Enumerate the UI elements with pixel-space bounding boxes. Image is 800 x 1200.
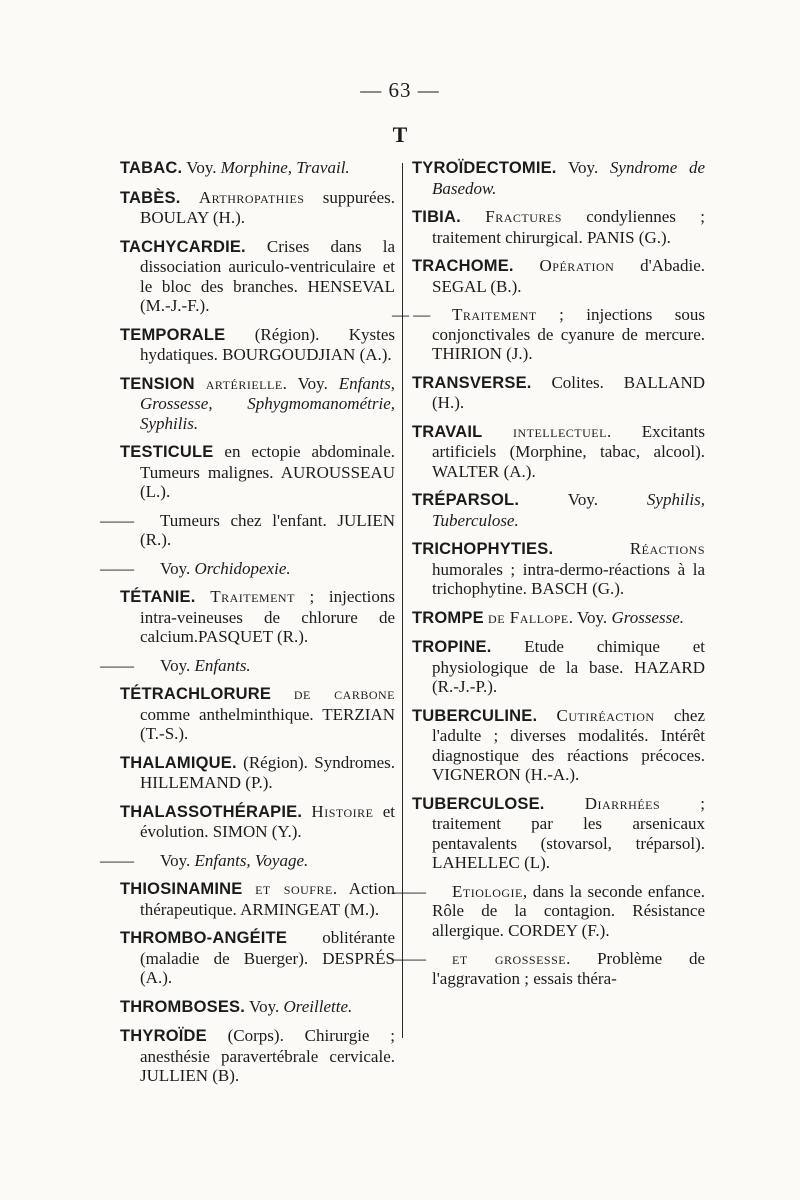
- index-entry: [412, 794, 705, 873]
- entry-text: ; injections sous conjonctivales de cyanure de mercure. THIRION (J.).: [432, 305, 705, 363]
- entry-headword: THALASSOTHÉRAPIE.: [120, 802, 303, 821]
- index-entry: [392, 949, 706, 988]
- column-divider: [402, 163, 403, 1038]
- entry-headword: TRAVAIL: [412, 422, 483, 441]
- entry-text: et évolution. SIMON (Y.).: [140, 801, 395, 841]
- entry-headword: TABÈS.: [120, 188, 181, 207]
- entry-headword: TABAC.: [120, 159, 183, 177]
- index-entry: [120, 879, 395, 919]
- cross-reference: Orchidopexie.: [194, 558, 291, 578]
- entry-headword: THROMBOSES.: [120, 997, 246, 1016]
- entry-headword: THALAMIQUE.: [120, 753, 237, 772]
- entry-text: ; traitement par les arsenicaux pentavalents (stovarsol, tréparsol). LAHELLEC (L).: [432, 793, 705, 872]
- ditto-dash: ——: [100, 510, 134, 530]
- index-entry: [120, 802, 395, 842]
- index-entry: [412, 158, 705, 198]
- entry-text: Voy.: [556, 158, 610, 177]
- subheading: Opération: [539, 256, 615, 275]
- index-entry: [412, 207, 705, 247]
- subheading: artérielle: [205, 373, 283, 393]
- index-entry: [120, 237, 395, 316]
- entry-text: . Action thérapeutique. ARMINGEAT (M.).: [140, 879, 395, 919]
- right-column: [392, 158, 706, 997]
- entry-text: (Région). Kystes hydatiques. BOURGOUDJIAN (A.).: [140, 324, 395, 364]
- cross-reference: Oreillette.: [283, 996, 353, 1016]
- entry-text: comme anthelminthique. TERZIAN (T.-S.).: [140, 704, 395, 743]
- entry-headword: TIBIA.: [412, 208, 461, 226]
- subheading: Etiologie: [452, 881, 523, 901]
- cross-reference: Enfants, Voyage.: [194, 850, 309, 870]
- entry-headword: THYROÏDE: [120, 1027, 207, 1045]
- index-entry: [120, 587, 395, 647]
- entry-text: oblitérante (maladie de Buerger). DESPRÉS (A.).: [140, 928, 395, 987]
- index-entry: [412, 706, 705, 785]
- entry-text: [482, 422, 513, 441]
- entry-text: Voy.: [160, 558, 195, 578]
- index-entry: [100, 850, 395, 871]
- subheading: Traitement: [210, 587, 295, 606]
- entry-text: [461, 207, 485, 226]
- index-entry: [392, 881, 705, 941]
- ditto-dash: — —: [392, 305, 431, 324]
- index-entry: [412, 256, 705, 296]
- ditto-dash: ——: [100, 558, 134, 578]
- entry-headword: TRICHOPHYTIES.: [412, 540, 554, 558]
- entry-text: , dans la seconde enfance. Rôle de la contagion. Résistance allergique. CORDEY (F.).: [432, 881, 705, 940]
- entry-text: [242, 879, 255, 898]
- entry-text: Voy.: [245, 996, 284, 1016]
- entry-text: en ectopie abdominale. Tumeurs malignes. AUROUSSEAU (L.).: [140, 442, 395, 501]
- entry-text: Colites. BALLAND (H.).: [432, 372, 705, 412]
- cross-reference: Grossesse.: [611, 607, 685, 627]
- cross-reference: Morphine, Travail.: [220, 158, 350, 177]
- entry-text: Voy.: [182, 158, 221, 177]
- entry-headword: TROPINE.: [412, 638, 492, 656]
- entry-text: . Voy.: [568, 607, 612, 627]
- entry-headword: THROMBO-ANGÉITE: [120, 929, 288, 947]
- subheading: Arthropathies: [198, 187, 305, 207]
- entry-headword: TUBERCULINE.: [412, 706, 538, 725]
- subheading: de Fallope: [488, 607, 569, 627]
- entry-headword: TRACHOME.: [412, 257, 514, 275]
- entry-text: suppurées. BOULAY (H.).: [140, 187, 396, 227]
- index-entry: [100, 655, 395, 676]
- entry-text: . Voy.: [282, 373, 339, 393]
- index-entry: [392, 305, 705, 364]
- entry-text: chez l'adulte ; diverses modalités. Intérêt diagnostique des réactions précoces. VIGNERON (H.-A.).: [432, 705, 705, 784]
- subheading: Diarrhées: [584, 793, 661, 813]
- index-entry: [120, 374, 395, 434]
- ditto-dash: ——: [392, 949, 426, 968]
- entry-text: [537, 706, 556, 725]
- index-entry: [100, 558, 395, 579]
- section-letter: T: [392, 122, 408, 147]
- page-number: — 63 —: [360, 78, 440, 102]
- index-entry: [120, 1026, 395, 1086]
- cross-reference: Enfants, Grossesse, Sphygmomanométrie, Syphilis.: [140, 373, 395, 433]
- entry-text: (Région). Syndromes. HILLEMAND (P.).: [140, 752, 395, 792]
- cross-reference: Syndrome de Basedow.: [432, 158, 705, 198]
- subheading: de carbone: [293, 684, 395, 703]
- entry-text: [271, 684, 294, 703]
- subheading: Cutiréaction: [556, 705, 655, 725]
- left-column: [100, 158, 396, 1095]
- index-entry: [100, 510, 395, 550]
- entry-text: ; injections intra-veineuses de chlorure de calcium.PASQUET (R.).: [140, 587, 395, 646]
- entry-headword: TÉTANIE.: [120, 588, 196, 606]
- entry-text: (Corps). Chirurgie ; anesthésie paravertébrale cervicale. JULLIEN (B).: [140, 1026, 395, 1085]
- entry-headword: TYROÏDECTOMIE.: [412, 159, 557, 177]
- entry-text: condyliennes ; traitement chirurgical. PANIS (G.).: [432, 207, 706, 247]
- entry-headword: TENSION: [120, 374, 195, 393]
- entry-headword: TACHYCARDIE.: [120, 237, 246, 256]
- entry-headword: TEMPORALE: [120, 325, 226, 344]
- entry-headword: THIOSINAMINE: [120, 880, 243, 898]
- ditto-dash: ——: [100, 850, 134, 870]
- ditto-dash: ——: [100, 655, 134, 675]
- index-entry: [120, 442, 395, 502]
- subheading: et soufre: [255, 879, 333, 898]
- entry-headword: TRANSVERSE.: [412, 373, 532, 392]
- entry-text: Tumeurs chez l'enfant. JULIEN (R.).: [140, 510, 395, 549]
- entry-text: Voy.: [160, 850, 195, 870]
- subheading: Réactions: [629, 539, 705, 558]
- entry-text: [545, 794, 585, 813]
- entry-headword: TÉTRACHLORURE: [120, 685, 272, 703]
- index-entry: [412, 422, 705, 482]
- entry-text: Etude chimique et physiologique de la base. HAZARD (R.-J.-P.).: [432, 637, 705, 696]
- index-entry: [120, 928, 395, 988]
- entry-text: [195, 374, 206, 393]
- subheading: Traitement: [452, 305, 537, 324]
- subheading: Histoire: [311, 801, 374, 821]
- entry-headword: TROMPE: [412, 608, 484, 627]
- index-entry: [120, 684, 395, 744]
- entry-text: [196, 587, 211, 606]
- index-entry: [412, 490, 705, 530]
- subheading: Fractures: [485, 207, 562, 226]
- entry-text: . Problème de l'aggravation ; essais théra-: [432, 949, 706, 988]
- index-entry: [120, 997, 395, 1018]
- entry-headword: TESTICULE: [120, 443, 214, 461]
- cross-reference: Enfants.: [194, 655, 251, 675]
- entry-headword: TRÉPARSOL.: [412, 491, 520, 509]
- cross-reference: Syphilis, Tuberculose.: [432, 490, 705, 530]
- entry-text: d'Abadie. SEGAL (B.).: [432, 256, 705, 296]
- entry-headword: TUBERCULOSE.: [412, 794, 545, 813]
- entry-text: Voy.: [160, 655, 195, 675]
- entry-text: Crises dans la dissociation auriculo-ventriculaire et le bloc des branches. HENSEVAL (M.-J.-F.).: [140, 236, 395, 315]
- index-entry: [120, 158, 395, 179]
- index-entry: [120, 753, 395, 793]
- index-entry: [412, 539, 705, 599]
- subheading: et grossesse: [452, 949, 567, 968]
- entry-text: [180, 188, 198, 207]
- index-entry: [412, 373, 705, 413]
- entry-text: humorales ; intra-dermo-réactions à la trichophytine. BASCH (G.).: [432, 559, 705, 598]
- index-entry: [120, 325, 395, 365]
- subheading: intellectuel: [512, 421, 607, 441]
- index-entry: [412, 608, 705, 629]
- index-entry: [120, 188, 395, 228]
- ditto-dash: ——: [392, 881, 426, 901]
- entry-text: [553, 539, 630, 558]
- entry-text: . Excitants artificiels (Morphine, tabac, alcool). WALTER (A.).: [432, 421, 706, 481]
- entry-text: [514, 256, 540, 275]
- entry-text: Voy.: [519, 490, 647, 509]
- index-entry: [412, 637, 705, 697]
